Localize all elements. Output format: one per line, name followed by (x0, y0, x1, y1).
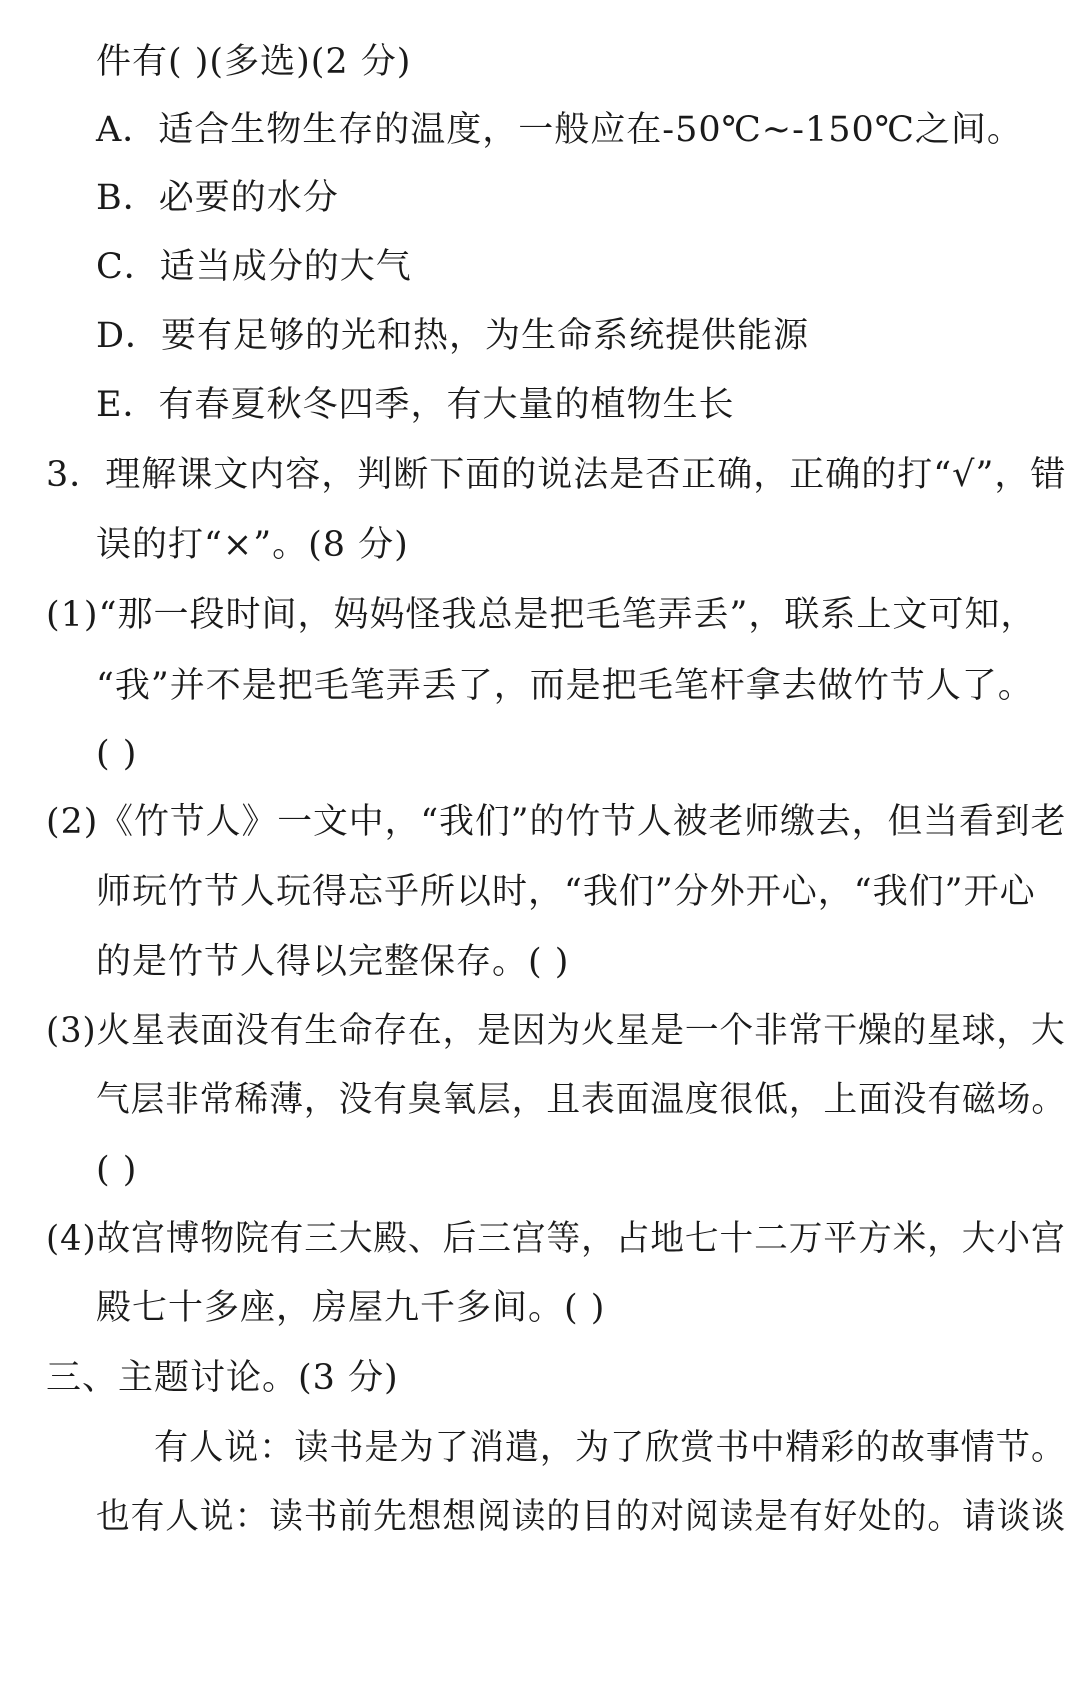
q2-option-c: C．适当成分的大气 (96, 247, 412, 287)
q2-option-b: B．必要的水分 (96, 178, 339, 218)
q3-item1-line2: “我”并不是把毛笔弄丢了，而是把毛笔杆拿去做竹节人了。 (96, 666, 1034, 706)
section3-para-line1: 有人说：读书是为了消遣，为了欣赏书中精彩的故事情节。 (154, 1428, 1067, 1468)
q3-item2-line2: 师玩竹节人玩得忘乎所以时，“我们”分外开心，“我们”开心 (96, 872, 1036, 912)
q3-stem-line1: 3．理解课文内容，判断下面的说法是否正确，正确的打“√”，错 (46, 455, 1067, 495)
q2-option-d: D．要有足够的光和热，为生命系统提供能源 (96, 316, 810, 356)
q3-item3-answer-blank: ( ) (96, 1150, 138, 1190)
section3-para-line2: 也有人说：读书前先想想阅读的目的对阅读是有好处的。请谈谈 (96, 1497, 1067, 1537)
q3-item1-line1: (1)“那一段时间，妈妈怪我总是把毛笔弄丢”，联系上文可知， (46, 595, 1037, 635)
q3-item3-line2: 气层非常稀薄，没有臭氧层，且表面温度很低，上面没有磁场。 (96, 1080, 1067, 1120)
q3-item2-line1: (2)《竹节人》一文中，“我们”的竹节人被老师缴去，但当看到老 (46, 802, 1067, 842)
q3-item4-line1: (4)故宫博物院有三大殿、后三宫等，占地七十二万平方米，大小宫 (46, 1219, 1066, 1259)
q2-option-e: E．有春夏秋冬四季，有大量的植物生长 (96, 385, 735, 425)
q2-stem-tail: 件有( )(多选)(2 分) (96, 42, 412, 82)
q3-item2-line3: 的是竹节人得以完整保存。( ) (96, 942, 570, 982)
q3-item3-line1: (3)火星表面没有生命存在，是因为火星是一个非常干燥的星球，大 (46, 1011, 1066, 1051)
section3-heading: 三、主题讨论。(3 分) (46, 1358, 399, 1398)
q3-item4-line2: 殿七十多座，房屋九千多间。( ) (96, 1288, 606, 1328)
q3-stem-line2: 误的打“×”。(8 分) (96, 525, 409, 565)
q2-option-a: A．适合生物生存的温度，一般应在-50℃~-150℃之间。 (96, 110, 1023, 150)
q3-item1-answer-blank: ( ) (96, 734, 138, 774)
